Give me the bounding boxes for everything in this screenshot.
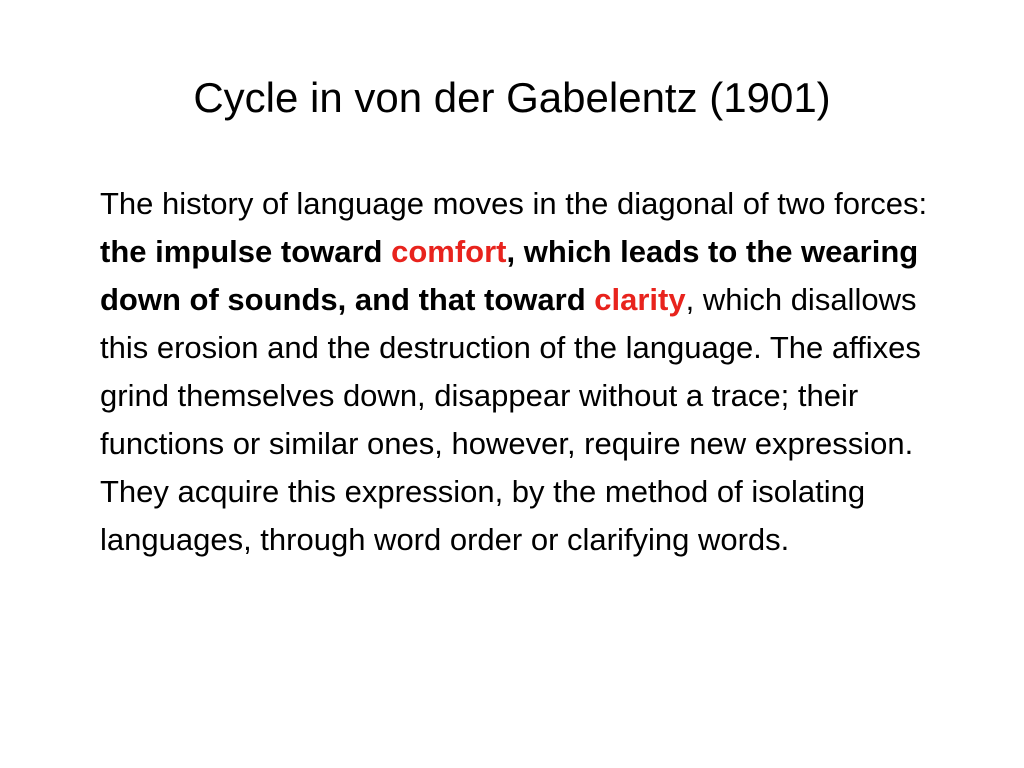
body-text-intro: The history of language moves in the diagonal of two forces: [100, 186, 928, 221]
highlight-clarity: clarity [594, 282, 686, 317]
slide-title: Cycle in von der Gabelentz (1901) [193, 74, 831, 121]
body-text-bold-impulse: the impulse toward [100, 234, 392, 269]
body-text-rest: , which disallows this erosion and the destruction of the language. The affixes grind themselves down, disappear without a trace; their functions or similar ones, however, require new expression. They acquire this expression, by the method of isolating languages, through word order or clarifying words. [100, 282, 921, 557]
highlight-comfort: comfort [391, 234, 507, 269]
slide-body-text [100, 180, 970, 564]
body-text-bold-wearing: , which leads to the wearing down of sounds, and that toward [100, 234, 919, 317]
